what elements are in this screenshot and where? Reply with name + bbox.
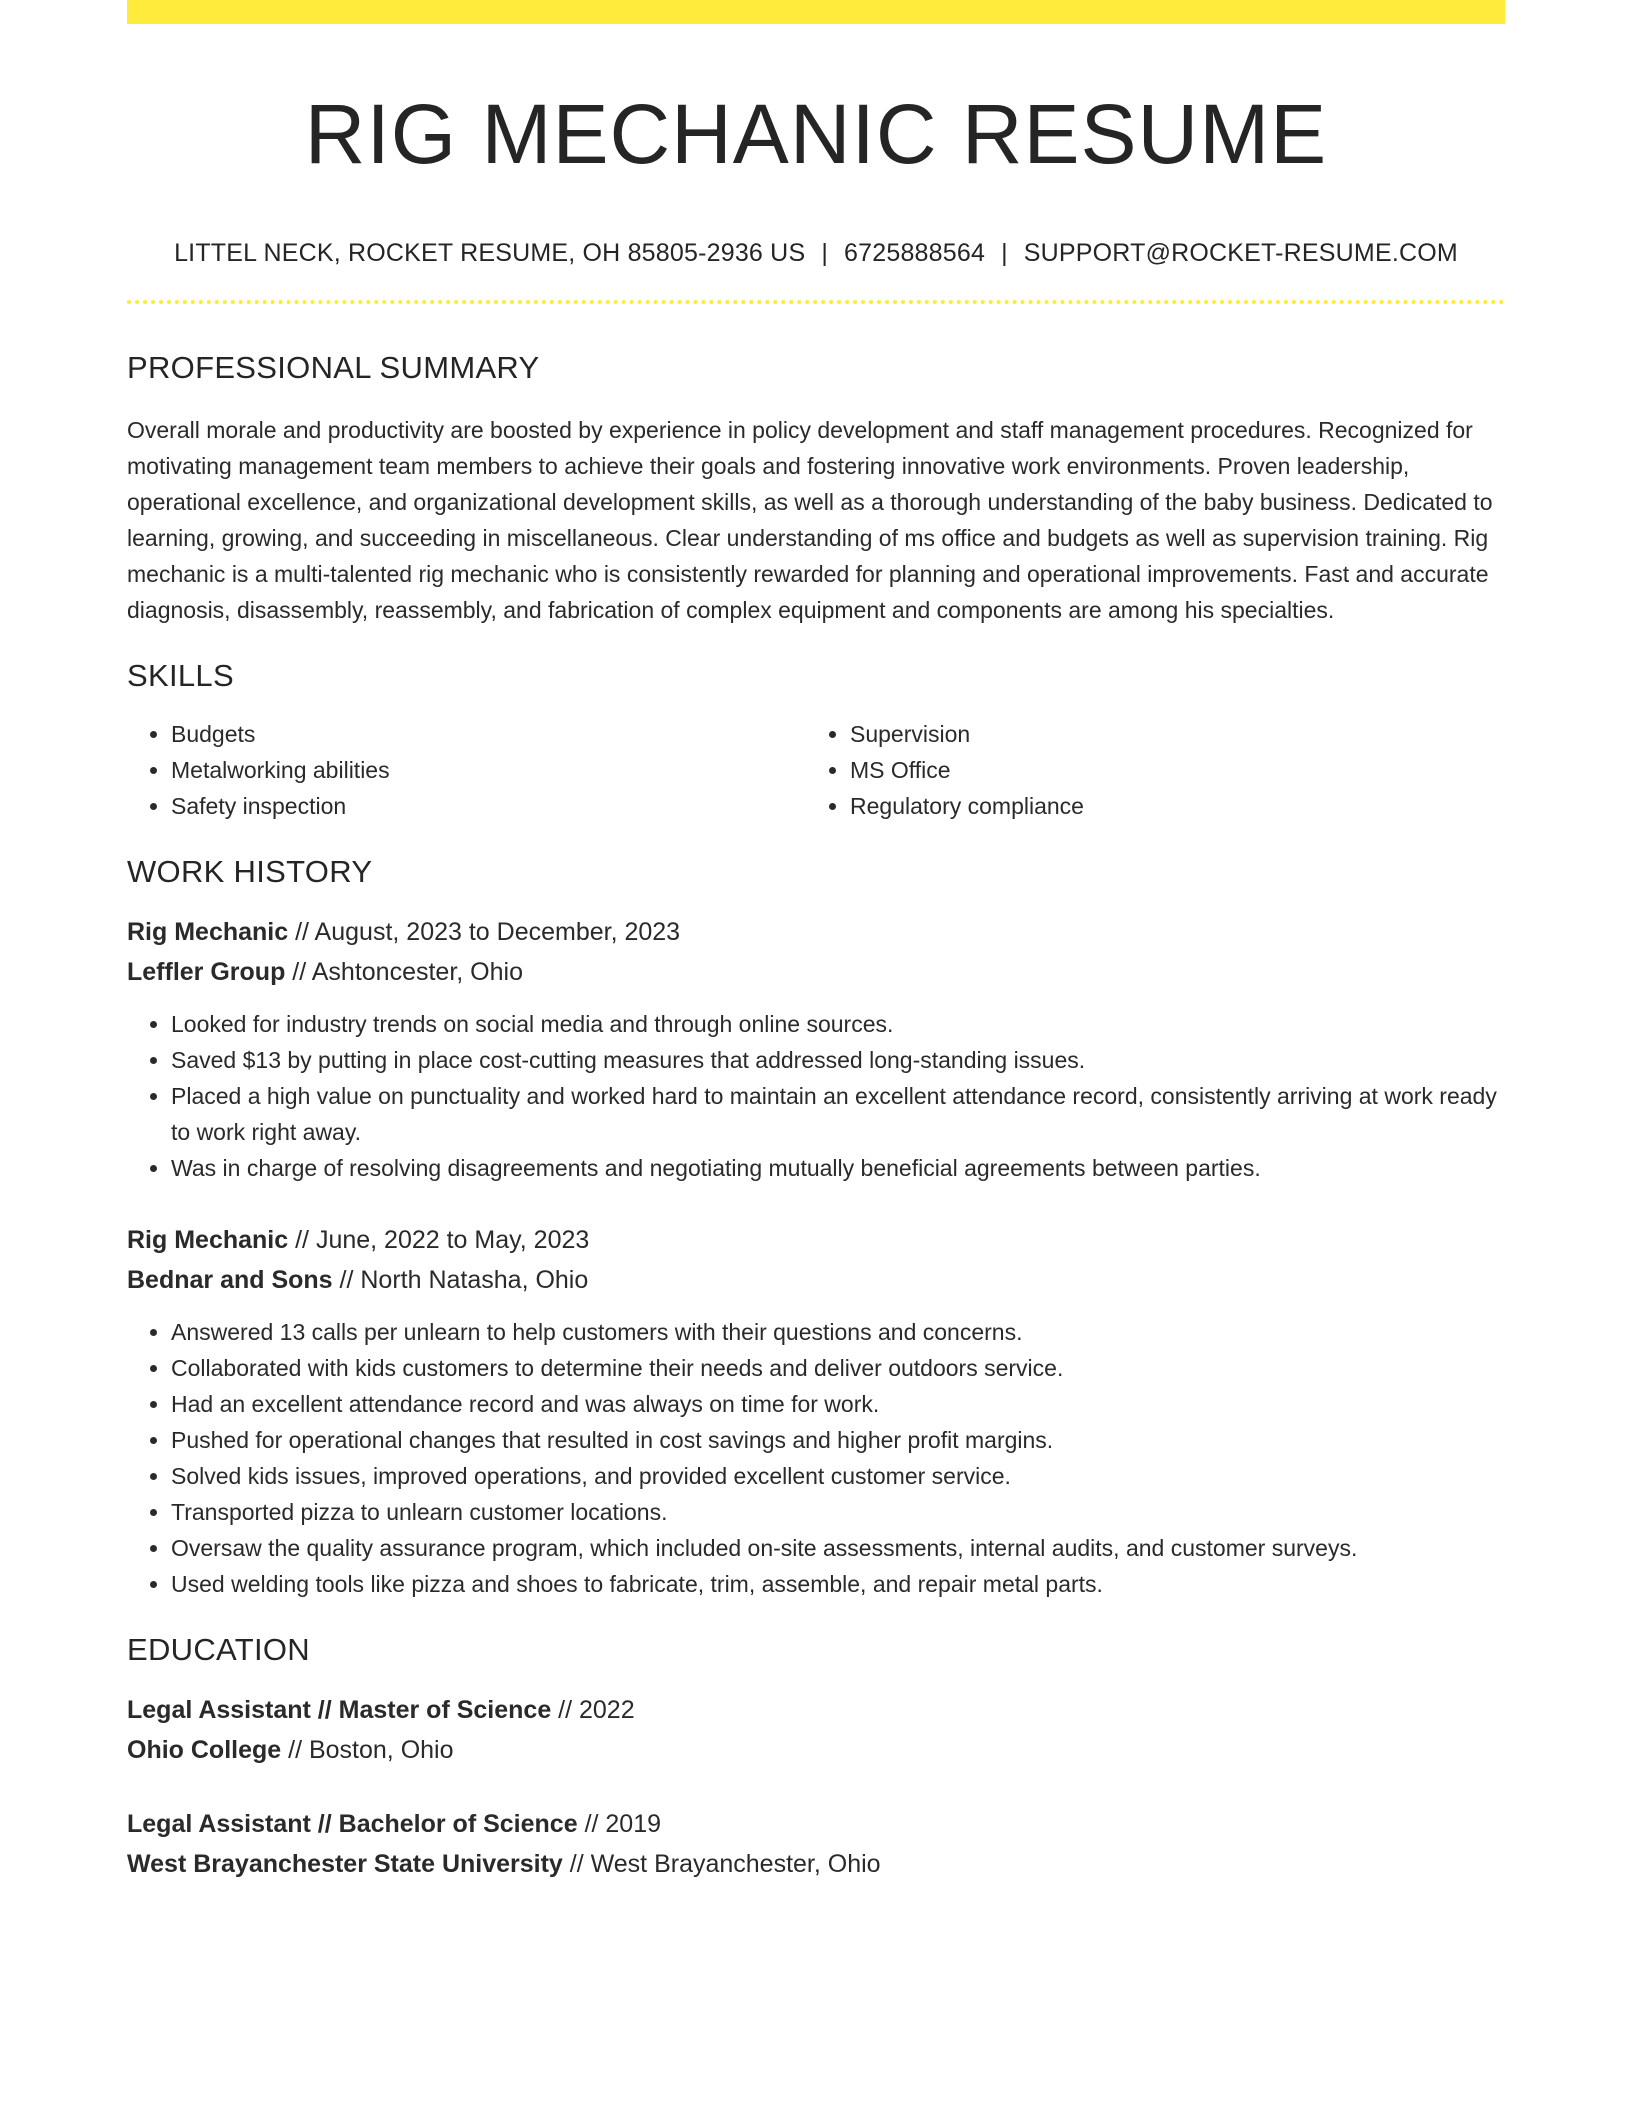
education-year: // 2019 [577,1810,662,1838]
education-entry [127,1804,1505,1884]
summary-text: Overall morale and productivity are boosted by experience in policy development and staff management procedures. Recognized for motivating management team members to achieve their goals and fostering innovative work environments. Proven leadership, operational excellence, and organizational development skills, as well as a thorough understanding of the baby business. Dedicated to learning, growing, and succeeding in miscellaneous. Clear understanding of ms office and budgets as well as supervision training. Rig mechanic is a multi-talented rig mechanic who is consistently rewarded for planning and operational improvements. Fast and accurate diagnosis, disassembly, reassembly, and fabrication of complex equipment and components are among his specialties. [127,417,1493,623]
education-heading: EDUCATION [127,1632,310,1667]
job-bullets [127,1314,1505,1602]
accent-bar [127,0,1505,24]
skills-list [127,716,1505,824]
summary-heading: PROFESSIONAL SUMMARY [127,350,540,385]
job-title-line [127,1220,1505,1260]
education-degree-line [127,1690,1505,1730]
job-bullet: • Saved $13 by putting in place cost-cutting measures that addressed long-standing issues. [171,1042,1505,1078]
job-bullet: • Solved kids issues, improved operations, and provided excellent customer service. [171,1458,1505,1494]
education-school-line [127,1730,1505,1770]
job-dates: // June, 2022 to May, 2023 [288,1226,590,1254]
job-bullet: • Pushed for operational changes that resulted in cost savings and higher profit margins. [171,1422,1505,1458]
job-bullet: • Collaborated with kids customers to determine their needs and deliver outdoors service. [171,1350,1505,1386]
education-entry [127,1690,1505,1770]
skill-item: • Safety inspection [171,788,806,824]
education-degree: Legal Assistant // Bachelor of Science [127,1810,578,1838]
job-dates: // August, 2023 to December, 2023 [288,918,681,946]
skills-column-left [127,716,806,824]
job-bullet: • Used welding tools like pizza and shoes to fabricate, trim, assemble, and repair metal parts. [171,1566,1505,1602]
skills-column-right [806,716,1485,824]
job-company-line [127,952,1505,992]
contact-separator: | [1001,239,1008,267]
job-bullet: • Answered 13 calls per unlearn to help customers with their questions and concerns. [171,1314,1505,1350]
education-degree: Legal Assistant // Master of Science [127,1696,552,1724]
job-bullet: • Transported pizza to unlearn customer locations. [171,1494,1505,1530]
job-company-line [127,1260,1505,1300]
skill-item: • MS Office [850,752,1485,788]
job-title: Rig Mechanic [127,918,289,946]
job-location: // Ashtoncester, Ohio [285,958,523,986]
job-location: // North Natasha, Ohio [332,1266,589,1294]
skill-item: • Supervision [850,716,1485,752]
job-title: Rig Mechanic [127,1226,289,1254]
contact-separator: | [821,239,829,267]
skill-item: • Regulatory compliance [850,788,1485,824]
contact-email: SUPPORT@ROCKET-RESUME.COM [1023,239,1458,267]
job-bullet: • Placed a high value on punctuality and worked hard to maintain an excellent attendance record, consistently arriving at work ready to work right away. [171,1078,1505,1150]
education-degree-line [127,1804,1505,1844]
job-company: Leffler Group [127,958,286,986]
education-year: // 2022 [551,1696,635,1724]
job-entry [127,912,1505,1186]
job-entry [127,1220,1505,1602]
skill-item: • Budgets [171,716,806,752]
education-school: West Brayanchester State University [127,1850,563,1878]
contact-phone: 6725888564 [844,239,986,267]
skill-item: • Metalworking abilities [171,752,806,788]
resume-page [127,0,1505,1884]
education-school: Ohio College [127,1736,282,1764]
job-title-line [127,912,1505,952]
job-bullet: • Looked for industry trends on social media and through online sources. [171,1006,1505,1042]
dotted-divider [127,300,1505,304]
contact-address: LITTEL NECK, ROCKET RESUME, OH 85805-2936 US [174,239,806,267]
education-location: // West Brayanchester, Ohio [562,1850,881,1878]
skills-heading: SKILLS [127,658,234,693]
job-bullet: • Had an excellent attendance record and was always on time for work. [171,1386,1505,1422]
job-bullet: • Oversaw the quality assurance program, which included on-site assessments, internal audits, and customer surveys. [171,1530,1505,1566]
job-bullet: • Was in charge of resolving disagreements and negotiating mutually beneficial agreements between parties. [171,1150,1505,1186]
resume-title: RIG MECHANIC RESUME [304,87,1328,181]
job-company: Bednar and Sons [127,1266,333,1294]
contact-line [127,236,1505,270]
job-bullets [127,1006,1505,1186]
education-location: // Boston, Ohio [281,1736,454,1764]
education-school-line [127,1844,1505,1884]
work-history-heading: WORK HISTORY [127,854,373,889]
